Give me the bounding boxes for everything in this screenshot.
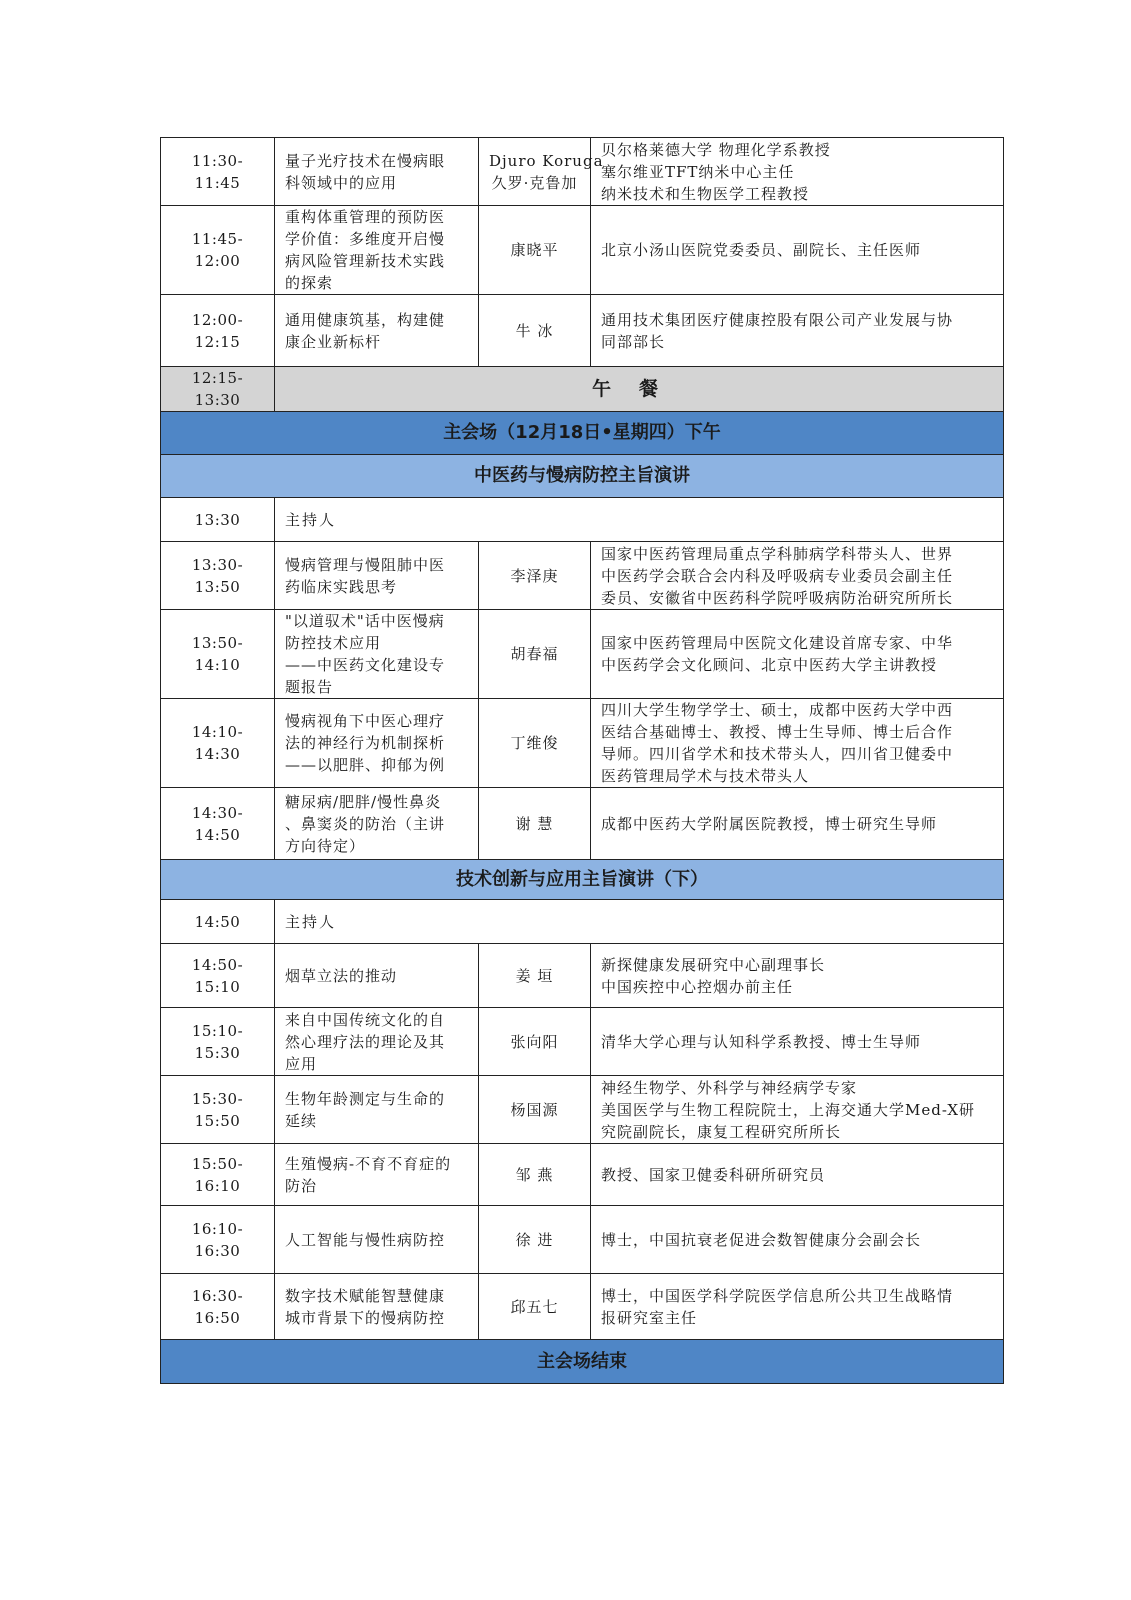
speaker-name-line: 康晓平: [510, 241, 559, 259]
talk-time: 11:45-12:00: [161, 206, 275, 295]
speaker-bio-line: 塞尔维亚TFT纳米中心主任: [601, 162, 795, 181]
speaker-bio: [591, 542, 1004, 610]
talk-row: [161, 1206, 1004, 1274]
closing-banner-row: [161, 1340, 1004, 1384]
talk-row: [161, 206, 1004, 295]
speaker-bio: [591, 295, 1004, 367]
speaker-bio: [591, 699, 1004, 788]
talk-topic-line: 城市背景下的慢病防控: [285, 1308, 446, 1327]
speaker-name-line: 徐 进: [515, 1230, 554, 1249]
speaker-bio-line: 北京小汤山医院党委委员、副院长、主任医师: [601, 241, 922, 259]
talk-row: [161, 1274, 1004, 1340]
speaker-name-line: 杨国源: [510, 1100, 559, 1119]
closing-banner: 主会场结束: [161, 1340, 1004, 1384]
talk-topic: [275, 944, 479, 1008]
talk-row: [161, 944, 1004, 1008]
talk-time: 13:50-14:10: [161, 610, 275, 699]
talk-topic-line: ——中医药文化建设专: [285, 656, 446, 674]
agenda-table: [160, 137, 1004, 1384]
speaker-name: [479, 542, 591, 610]
talk-topic-line: 量子光疗技术在慢病眼: [285, 151, 446, 170]
talk-topic-line: 生殖慢病-不育不育症的: [285, 1154, 452, 1173]
speaker-bio-line: 同部部长: [601, 332, 666, 351]
speaker-name: [479, 1206, 591, 1274]
talk-row: [161, 610, 1004, 699]
talk-topic: [275, 138, 479, 206]
speaker-name-line: 丁维俊: [510, 734, 559, 752]
speaker-name: [479, 699, 591, 788]
talk-topic: [275, 788, 479, 860]
speaker-name-line: 牛 冰: [515, 321, 554, 340]
host-row: [161, 498, 1004, 542]
talk-time: 15:50-16:10: [161, 1144, 275, 1206]
talk-time: 14:50-15:10: [161, 944, 275, 1008]
talk-topic-line: 方向待定）: [285, 836, 366, 855]
talk-topic-line: 应用: [285, 1054, 318, 1073]
host-label: 主持人: [275, 900, 1004, 944]
host-time: 13:30: [161, 498, 275, 542]
host-time: 14:50: [161, 900, 275, 944]
speaker-name-line: 邱五七: [510, 1297, 559, 1316]
talk-topic-line: 延续: [285, 1111, 318, 1130]
host-label: 主持人: [275, 498, 1004, 542]
speaker-bio-line: 中国疾控中心控烟办前主任: [601, 977, 794, 996]
talk-topic-line: 防治: [285, 1176, 318, 1195]
talk-time: 14:10-14:30: [161, 699, 275, 788]
talk-time: 15:10-15:30: [161, 1008, 275, 1076]
talk-time: 16:30-16:50: [161, 1274, 275, 1340]
speaker-name: [479, 1076, 591, 1144]
talk-topic-line: 康企业新标杆: [285, 332, 382, 351]
talk-row: [161, 1144, 1004, 1206]
speaker-name: [479, 1008, 591, 1076]
talk-topic-line: 通用健康筑基，构建健: [285, 310, 446, 329]
talk-topic: [275, 295, 479, 367]
talk-topic-line: 药临床实践思考: [285, 577, 398, 596]
speaker-bio-line: 医结合基础博士、教授、博士生导师、博士后合作: [601, 723, 954, 741]
speaker-bio-line: 教授、国家卫健委科研所研究员: [601, 1165, 826, 1184]
talk-topic-line: 科领域中的应用: [285, 173, 398, 192]
speaker-bio: [591, 1144, 1004, 1206]
lunch-time: 12:15-13:30: [161, 367, 275, 412]
talk-topic-line: 然心理疗法的理论及其: [285, 1032, 446, 1051]
talk-topic: [275, 1144, 479, 1206]
speaker-bio-line: 成都中医药大学附属医院教授，博士研究生导师: [601, 814, 938, 833]
speaker-name-line: 姜 垣: [515, 966, 554, 985]
talk-time: 16:10-16:30: [161, 1206, 275, 1274]
talk-time: 11:30-11:45: [161, 138, 275, 206]
speaker-bio-line: 神经生物学、外科学与神经病学专家: [601, 1078, 858, 1097]
talk-row: [161, 1076, 1004, 1144]
speaker-bio: [591, 206, 1004, 295]
talk-topic-line: 病风险管理新技术实践: [285, 252, 446, 270]
speaker-bio: [591, 1008, 1004, 1076]
talk-topic-line: 生物年龄测定与生命的: [285, 1089, 446, 1108]
speaker-name: [479, 138, 604, 206]
speaker-name: [479, 944, 591, 1008]
speaker-bio-line: 国家中医药管理局中医院文化建设首席专家、中华: [601, 634, 954, 652]
speaker-name: [479, 1274, 591, 1340]
section-title: 中医药与慢病防控主旨演讲: [161, 455, 1004, 498]
talk-topic-line: 糖尿病/肥胖/慢性鼻炎: [285, 792, 442, 811]
talk-topic-line: 烟草立法的推动: [285, 966, 398, 985]
speaker-bio-line: 新探健康发展研究中心副理事长: [601, 955, 826, 974]
talk-time: 13:30-13:50: [161, 542, 275, 610]
talk-topic-line: 学价值：多维度开启慢: [285, 230, 446, 248]
speaker-name-line: 张向阳: [510, 1032, 559, 1051]
speaker-name: [479, 1144, 591, 1206]
speaker-name-line: 久罗·克鲁加: [491, 173, 578, 192]
speaker-name-line: 谢 慧: [515, 814, 554, 833]
talk-topic-line: 数字技术赋能智慧健康: [285, 1286, 446, 1305]
speaker-bio-line: 中医药学会文化顾问、北京中医药大学主讲教授: [601, 656, 938, 674]
speaker-bio-line: 清华大学心理与认知科学系教授、博士生导师: [601, 1032, 922, 1051]
speaker-name-line: 胡春福: [510, 645, 559, 663]
talk-row: [161, 699, 1004, 788]
talk-topic: [275, 1076, 479, 1144]
speaker-bio-line: 医药管理局学术与技术带头人: [601, 767, 810, 785]
speaker-bio-line: 四川大学生物学学士、硕士，成都中医药大学中西: [601, 701, 954, 719]
talk-row: [161, 295, 1004, 367]
speaker-name: [479, 610, 591, 699]
section-title: 技术创新与应用主旨演讲（下）: [161, 860, 1004, 900]
talk-topic: [275, 1274, 479, 1340]
speaker-bio-line: 通用技术集团医疗健康控股有限公司产业发展与协: [601, 310, 954, 329]
speaker-bio: [591, 1274, 1004, 1340]
talk-topic-line: 、鼻窦炎的防治（主讲: [285, 814, 446, 833]
agenda-body: [161, 138, 1004, 1384]
talk-topic: [275, 542, 479, 610]
lunch-row: [161, 367, 1004, 412]
speaker-bio: [591, 788, 1004, 860]
speaker-bio: [591, 138, 1004, 206]
afternoon-header: 主会场（12月18日•星期四）下午: [161, 412, 1004, 455]
speaker-name: [479, 788, 591, 860]
speaker-bio-line: 究院副院长，康复工程研究所所长: [601, 1122, 842, 1141]
speaker-bio-line: 报研究室主任: [601, 1308, 698, 1327]
speaker-bio-line: 委员、安徽省中医药科学院呼吸病防治研究所所长: [601, 588, 954, 607]
talk-topic: [275, 610, 479, 699]
speaker-bio-line: 纳米技术和生物医学工程教授: [601, 184, 810, 203]
talk-topic: [275, 699, 479, 788]
speaker-bio-line: 贝尔格莱德大学 物理化学系教授: [601, 140, 831, 159]
talk-time: 15:30-15:50: [161, 1076, 275, 1144]
talk-row: [161, 542, 1004, 610]
talk-topic-line: 人工智能与慢性病防控: [285, 1230, 446, 1249]
speaker-bio-line: 导师。四川省学术和技术带头人，四川省卫健委中: [601, 745, 954, 763]
talk-topic: [275, 1008, 479, 1076]
speaker-name: [479, 206, 591, 295]
talk-row: [161, 138, 1004, 206]
speaker-bio-line: 美国医学与生物工程院院士，上海交通大学Med-X研: [601, 1100, 976, 1119]
speaker-bio: [591, 1206, 1004, 1274]
talk-topic-line: 慢病管理与慢阻肺中医: [285, 555, 446, 574]
speaker-bio: [591, 1076, 1004, 1144]
speaker-bio-line: 中医药学会联合会内科及呼吸病专业委员会副主任: [601, 566, 954, 585]
talk-row: [161, 788, 1004, 860]
talk-topic-line: 题报告: [285, 678, 334, 696]
speaker-bio: [591, 610, 1004, 699]
talk-time: 14:30-14:50: [161, 788, 275, 860]
talk-topic: [275, 206, 479, 295]
speaker-bio-line: 博士，中国抗衰老促进会数智健康分会副会长: [601, 1230, 922, 1249]
afternoon-header-row: [161, 412, 1004, 455]
talk-topic-line: "以道驭术"话中医慢病: [285, 612, 445, 630]
section-title-row: [161, 455, 1004, 498]
talk-topic-line: 来自中国传统文化的自: [285, 1010, 446, 1029]
talk-topic-line: 重构体重管理的预防医: [285, 208, 446, 226]
talk-topic-line: 法的神经行为机制探析: [285, 734, 446, 752]
speaker-name: [479, 295, 591, 367]
talk-time: 12:00-12:15: [161, 295, 275, 367]
talk-topic-line: 防控技术应用: [285, 634, 382, 652]
speaker-name-line: 邹 燕: [515, 1165, 554, 1184]
talk-topic-line: 慢病视角下中医心理疗: [285, 712, 446, 730]
speaker-bio-line: 博士，中国医学科学院医学信息所公共卫生战略情: [601, 1286, 954, 1305]
speaker-bio-line: 国家中医药管理局重点学科肺病学科带头人、世界: [601, 544, 954, 563]
talk-row: [161, 1008, 1004, 1076]
lunch-label: 午餐: [275, 367, 1004, 412]
speaker-name-line: 李泽庚: [510, 566, 559, 585]
host-row: [161, 900, 1004, 944]
talk-topic: [275, 1206, 479, 1274]
section-title-row: [161, 860, 1004, 900]
speaker-bio: [591, 944, 1004, 1008]
talk-topic-line: 的探索: [285, 274, 334, 292]
talk-topic-line: ——以肥胖、抑郁为例: [285, 756, 446, 774]
speaker-name-line: Djuro Koruga: [489, 151, 604, 170]
